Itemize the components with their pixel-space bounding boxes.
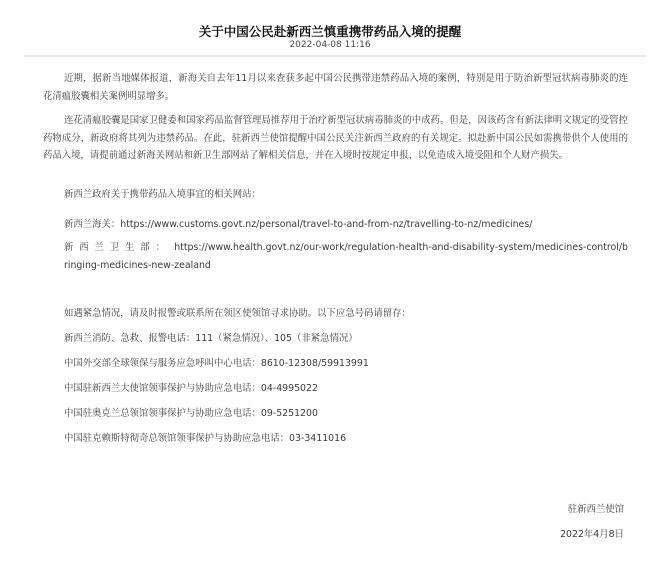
emergency-contact: 中国驻新西兰大使馆领事保护与协助应急电话：04-4995022 xyxy=(64,383,318,394)
health-link[interactable]: https://www.health.govt.nz/our-work/regulation-health-and-disability-system/medicines-control/bringing-medicines-new-zealand xyxy=(64,242,628,271)
signature-organization: 驻新西兰使馆 xyxy=(567,504,624,515)
article-body xyxy=(43,70,628,165)
publish-datetime: 2022-04-08 11:16 xyxy=(289,40,371,50)
emergency-contact: 新西兰消防、急救、报警电话：111（紧急情况）、105（非紧急情况） xyxy=(64,333,358,344)
intro-paragraph: 近期，据新当地媒体报道，新海关自去年11月以来查获多起中国公民携带违禁药品入境的案例，特别是用于防治新型冠状病毒肺炎的连花清瘟胶囊相关案例明显增多。 xyxy=(43,73,628,102)
article-title: 关于中国公民赴新西兰慎重携带药品入境的提醒 xyxy=(198,24,462,39)
customs-link[interactable]: https://www.customs.govt.nz/personal/travel-to-and-from-nz/travelling-to-nz/medicines/ xyxy=(120,219,533,230)
header-divider xyxy=(24,55,645,57)
medicine-paragraph: 连花清瘟胶囊是国家卫健委和国家药品监督管理局推荐用于治疗新型冠状病毒肺炎的中成药。但是，因该药含有新法律明文规定的受管控药物成分，新政府将其列为违禁药品。在此，驻新西兰使馆提醒中国公民关注新西兰政府的有关规定。拟赴新中国公民如需携带供个人使用的药品入境，请提前通过新海关网站和新卫生部网站了解相关信息，并在入境时按规定申报，以免造成入境受阻和个人财产损失。 xyxy=(43,115,628,161)
customs-label: 新西兰海关： xyxy=(64,219,121,230)
emergency-heading: 如遇紧急情况，请及时报警或联系所在领区使领馆寻求协助。以下应急号码请留存： xyxy=(64,308,411,319)
emergency-contact: 中国外交部全球领保与服务应急呼叫中心电话：8610-12308/59913991 xyxy=(64,358,369,369)
health-label: 新西兰卫生部： xyxy=(64,242,171,253)
emergency-contact: 中国驻奥克兰总领馆领事保护与协助应急电话：09-5251200 xyxy=(64,408,318,419)
customs-website-item xyxy=(64,216,532,230)
websites-heading: 新西兰政府关于携带药品入境事宜的相关网站： xyxy=(64,189,261,200)
emergency-contact: 中国驻克赖斯特彻奇总领馆领事保护与协助应急电话：03-3411016 xyxy=(64,433,347,444)
health-website-item xyxy=(64,239,628,274)
signature-date: 2022年4月8日 xyxy=(560,529,624,540)
